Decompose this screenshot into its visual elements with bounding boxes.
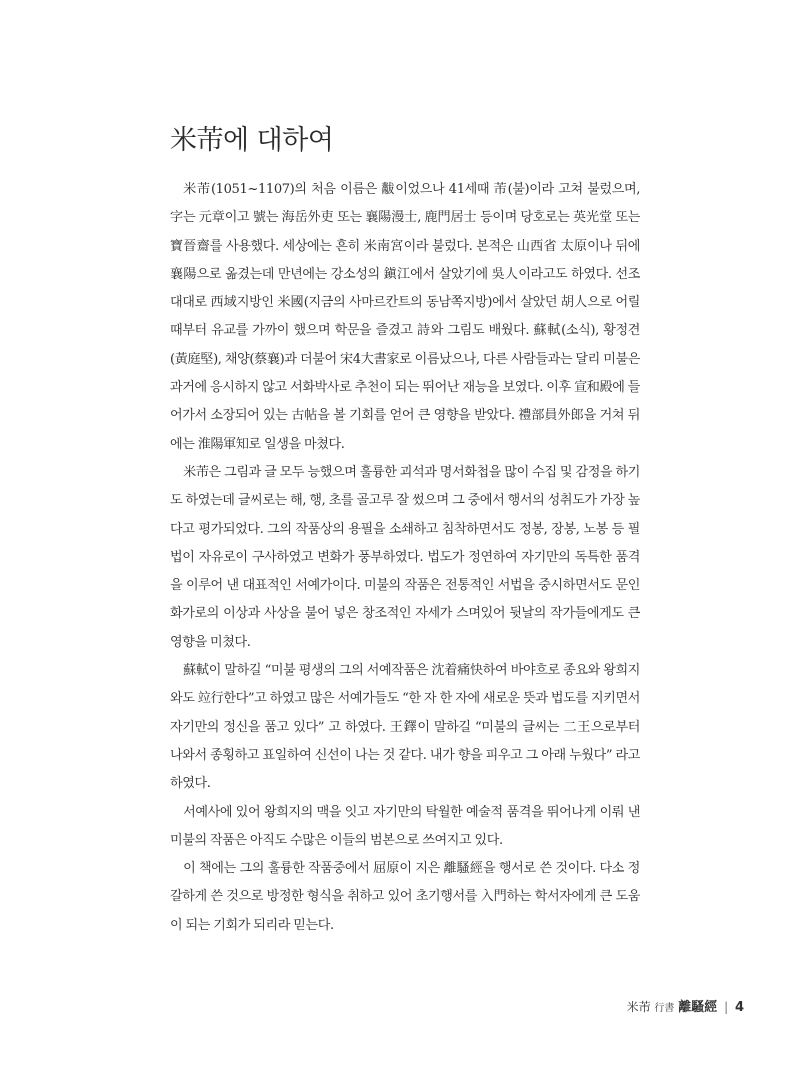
footer-work-title: 離騷經 xyxy=(678,1000,718,1015)
paragraph-critical-quotes: 蘇軾이 말하길 “미불 평생의 그의 서예작품은 沈着痛快하여 바야흐로 종요와 왕희지와도 竝行한다”고 하였고 많은 서예가들도 “한 자 한 자에 새로운 뜻과 법도를 지키면서 자기만의 정신을 품고 있다” 고 하였다. 王鐸이 말하길 “미불의 글씨는 二王으로부터 나와서 종횡하고 표일하여 신선이 나는 것 같다. 내가 향을 피우고 그 아래 누웠다” 라고 하였다. xyxy=(170,663,640,792)
body-text xyxy=(170,176,640,940)
page-title: 米芾에 대하여 xyxy=(170,125,334,156)
paragraph-legacy: 서예사에 있어 왕희지의 맥을 잇고 자기만의 탁월한 예술적 품격을 뛰어나게 이뤄 낸 미불의 작품은 아직도 수많은 이들의 범본으로 쓰여지고 있다. xyxy=(170,804,640,848)
paragraph-biography: 米芾(1051~1107)의 처음 이름은 黻이었으나 41세때 芾(불)이라 고쳐 불렀으며, 字는 元章이고 號는 海岳外吏 또는 襄陽漫士, 鹿門居士 등이며 당호로는 英光堂 또는 寶晉齋를 사용했다. 세상에는 흔히 米南宮이라 불렀다. 본적은 山西省 太原이나 뒤에 襄陽으로 옮겼는데 만년에는 강소성의 鎭江에서 살았기에 吳人이라고도 하였다. 선조 대대로 西域지방인 米國(지금의 사마르칸트의 동남쪽지방)에서 살았던 胡人으로 어릴때부터 유교를 가까이 했으며 학문을 즐겼고 詩와 그림도 배웠다. 蘇軾(소식), 황정견(黃庭堅), 채양(蔡襄)과 더불어 宋4大書家로 이름났으나, 다른 사람들과는 달리 미불은 과거에 응시하지 않고 서화박사로 추천이 되는 뛰어난 재능을 보였다. 이후 宣和殿에 들어가서 소장되어 있는 古帖을 볼 기회를 얻어 큰 영향을 받았다. 禮部員外郎을 거쳐 뒤에는 淮陽軍知로 일생을 마쳤다. xyxy=(170,182,640,452)
running-footer xyxy=(627,996,744,1015)
footer-style: 行書 xyxy=(654,1003,675,1014)
paragraph-book-intro: 이 책에는 그의 훌륭한 작품중에서 屈原이 지은 離騷經을 행서로 쓴 것이다. 다소 정갈하게 쓴 것으로 방정한 형식을 취하고 있어 초기행서를 入門하는 학서자에게 큰 도움이 되는 기회가 되리라 믿는다. xyxy=(170,861,640,933)
footer-author: 米芾 xyxy=(626,1000,651,1014)
page-number: 4 xyxy=(734,1000,744,1015)
paragraph-calligraphy-style: 米芾은 그림과 글 모두 능했으며 훌륭한 괴석과 명서화첩을 많이 수집 및 감정을 하기도 하였는데 글씨로는 해, 행, 초를 골고루 잘 썼으며 그 중에서 행서의 성취도가 가장 높다고 평가되었다. 그의 작품상의 용필을 소쇄하고 침착하면서도 정봉, 장봉, 노봉 등 필법이 자유로이 구사하였고 변화가 풍부하였다. 법도가 정연하여 자기만의 독특한 품격을 이루어 낸 대표적인 서예가이다. 미불의 작품은 전통적인 서법을 중시하면서도 문인화가로의 이상과 사상을 불어 넣은 창조적인 자세가 스며있어 뒷날의 작가들에게도 큰 영향을 미쳤다. xyxy=(170,464,640,650)
footer-separator: | xyxy=(724,1000,729,1014)
